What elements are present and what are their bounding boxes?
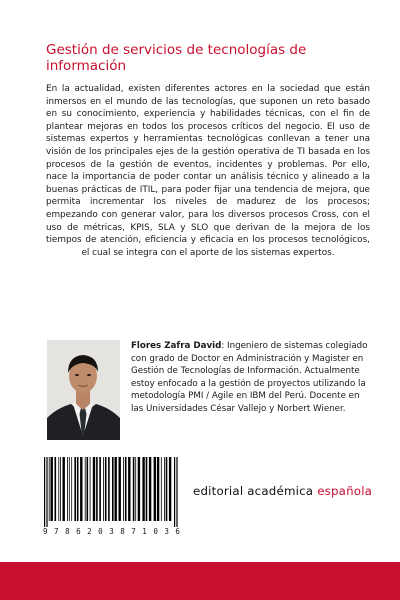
barcode-bar [69, 457, 70, 521]
footer-color-band [0, 562, 400, 600]
isbn-digit: 6 [175, 527, 180, 536]
barcode-bar [96, 457, 98, 521]
isbn-digit: 2 [87, 527, 92, 536]
isbn-digit: 6 [76, 527, 81, 536]
barcode-bar [71, 457, 72, 521]
barcode-bar [63, 457, 65, 521]
isbn-digit: 8 [120, 527, 125, 536]
barcode-bar [58, 457, 59, 521]
author-bio-text: : Ingeniero de sistemas colegiado con grado de Doctor en Administración y Magister en Gestión de Tecnologías de Información. Actualmente estoy enfocado a la gestión de proyectos utilizando la metodología PMI / Agile en IBM del Perú. Docente en las Universidades César Vallejo y Norbert Wiener. [131, 341, 368, 414]
isbn-digit: 9 [43, 527, 48, 536]
isbn-digit: 3 [109, 527, 114, 536]
barcode-bar [90, 457, 91, 521]
author-portrait-icon [47, 340, 120, 440]
barcode-bar [115, 457, 117, 521]
barcode-bar [46, 457, 47, 527]
barcode-bar [119, 457, 121, 521]
isbn-digit: 7 [131, 527, 136, 536]
barcode-bar [67, 457, 68, 521]
barcode-bar [51, 457, 53, 521]
barcode-bar [166, 457, 168, 521]
barcode-bar [149, 457, 151, 521]
barcode-bar [157, 457, 159, 521]
barcode-bar [44, 457, 45, 527]
barcode-icon [41, 457, 182, 527]
barcode-bar [80, 457, 82, 521]
barcode-bar [128, 457, 130, 521]
barcode-bar [146, 457, 148, 521]
barcode-bar [161, 457, 162, 521]
isbn-number [41, 527, 182, 536]
isbn-digit: 3 [164, 527, 169, 536]
barcode-bar [108, 457, 110, 521]
barcode-bar [85, 457, 86, 521]
barcode-bar [142, 457, 144, 521]
isbn-digit: 0 [153, 527, 158, 536]
barcode-bar [138, 457, 140, 521]
barcode-bar [164, 457, 165, 521]
barcode-bar [87, 457, 89, 521]
barcode-bar [60, 457, 61, 521]
barcode-bar [49, 457, 50, 521]
publisher-name-accent: española [317, 484, 373, 498]
barcode-bar [169, 457, 171, 521]
isbn-digit: 7 [54, 527, 59, 536]
barcode-bar [74, 457, 76, 521]
author-bio [131, 340, 371, 415]
book-abstract: En la actualidad, existen diferentes actores en la sociedad que están inmersos en el mundo de las tecnologías, que suponen un reto basado en su conocimiento, experiencia y habilidades técnicas, con el fin de plantear mejoras en todos los procesos críticos del negocio. El uso de sistemas expertos y herramientas tecnológicas conllevan a tener una visión de los principales ejes de la gestión operativa de TI basada en los procesos de la gestión de eventos, incidentes y problemas. Por ello, nace la importancia de poder contar un análisis técnico y alineado a la buenas prácticas de ITIL, para poder fijar una tendencia de mejora, que permita incrementar los niveles de madurez de los procesos; empezando con generar valor, para los diversos procesos Cross, con el uso de métricas, KPIS, SLA y SLO que derivan de la mejora de los tiempos de atención, eficiencia y eficacia en los procesos tecnológicos, el cual se integra con el aporte de los sistemas expertos. [46, 84, 370, 258]
isbn-digit: 8 [65, 527, 70, 536]
isbn-barcode [41, 457, 182, 540]
barcode-bar [174, 457, 175, 527]
isbn-digit: 1 [142, 527, 147, 536]
barcode-bar [77, 457, 79, 521]
publisher-logo [193, 484, 372, 498]
barcode-bar [55, 457, 57, 521]
book-title: Gestión de servicios de tecnologías de información [46, 42, 307, 74]
barcode-bar [105, 457, 107, 521]
author-portrait-photo [47, 340, 120, 440]
isbn-digit: 0 [98, 527, 103, 536]
barcode-bar [103, 457, 104, 521]
barcode-bar [112, 457, 114, 521]
barcode-bar [125, 457, 127, 521]
barcode-bar [123, 457, 124, 521]
publisher-name: editorial académica [193, 484, 318, 498]
barcode-bar [135, 457, 136, 521]
barcode-bar [93, 457, 95, 521]
barcode-bar [176, 457, 177, 527]
barcode-bar [133, 457, 135, 521]
author-name: Flores Zafra David [131, 341, 222, 351]
barcode-bar [154, 457, 156, 521]
barcode-bar [99, 457, 101, 521]
